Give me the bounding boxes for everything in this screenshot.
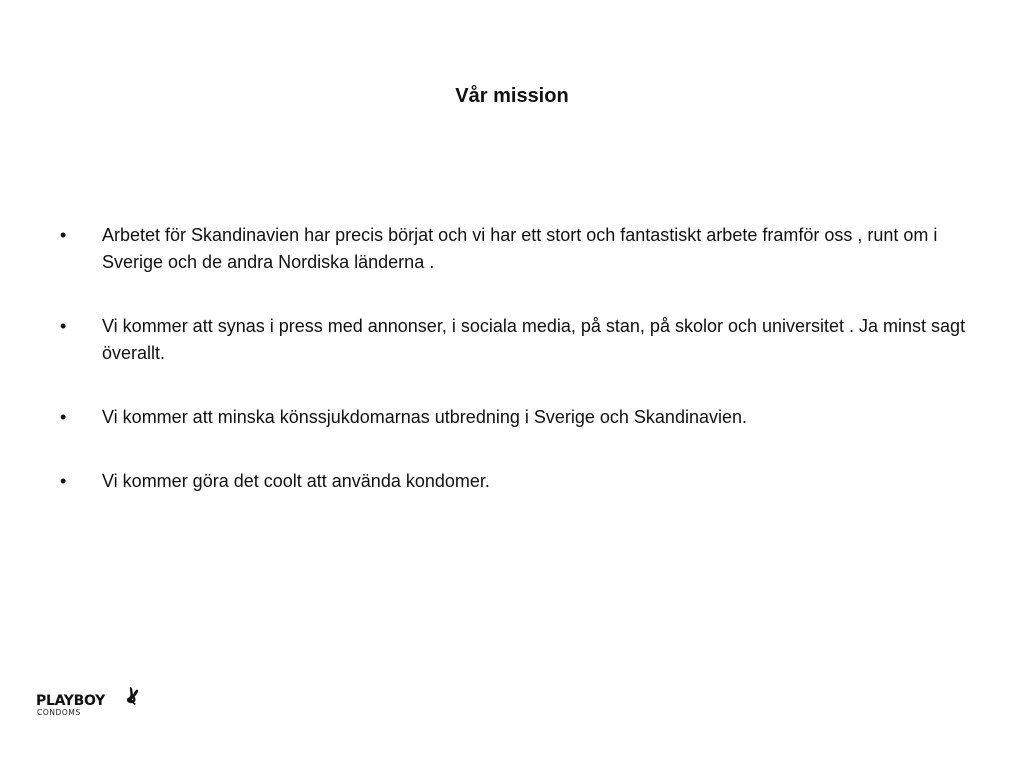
bullet-marker: • bbox=[60, 316, 67, 336]
bullet-marker: • bbox=[60, 471, 67, 491]
logo-graphic bbox=[36, 683, 146, 719]
logo-brand-text: PLAYBOY bbox=[36, 693, 105, 709]
playboy-condoms-logo bbox=[36, 683, 146, 719]
bullet-text: Vi kommer att minska könssjukdomarnas utbredning i Sverige och Skandinavien. bbox=[102, 407, 747, 427]
bullet-marker: • bbox=[60, 225, 67, 245]
bullet-item bbox=[60, 313, 970, 367]
bullet-text: Vi kommer att synas i press med annonser, i sociala media, på stan, på skolor och universitet . Ja minst sagt överallt. bbox=[102, 316, 966, 363]
bunny-icon bbox=[127, 687, 138, 705]
slide-title: Vår mission bbox=[455, 85, 569, 107]
bullet-item bbox=[60, 404, 970, 431]
bullet-item bbox=[60, 468, 970, 495]
bullet-item bbox=[60, 222, 970, 276]
bullet-text: Vi kommer göra det coolt att använda kondomer. bbox=[102, 471, 490, 491]
logo-sub-text: CONDOMS bbox=[37, 708, 81, 717]
bullet-marker: • bbox=[60, 407, 67, 427]
bullet-list bbox=[60, 222, 970, 532]
bullet-text: Arbetet för Skandinavien har precis börjat och vi har ett stort och fantastiskt arbete framför oss , runt om i Sverige och de andra Nordiska länderna . bbox=[102, 225, 938, 272]
